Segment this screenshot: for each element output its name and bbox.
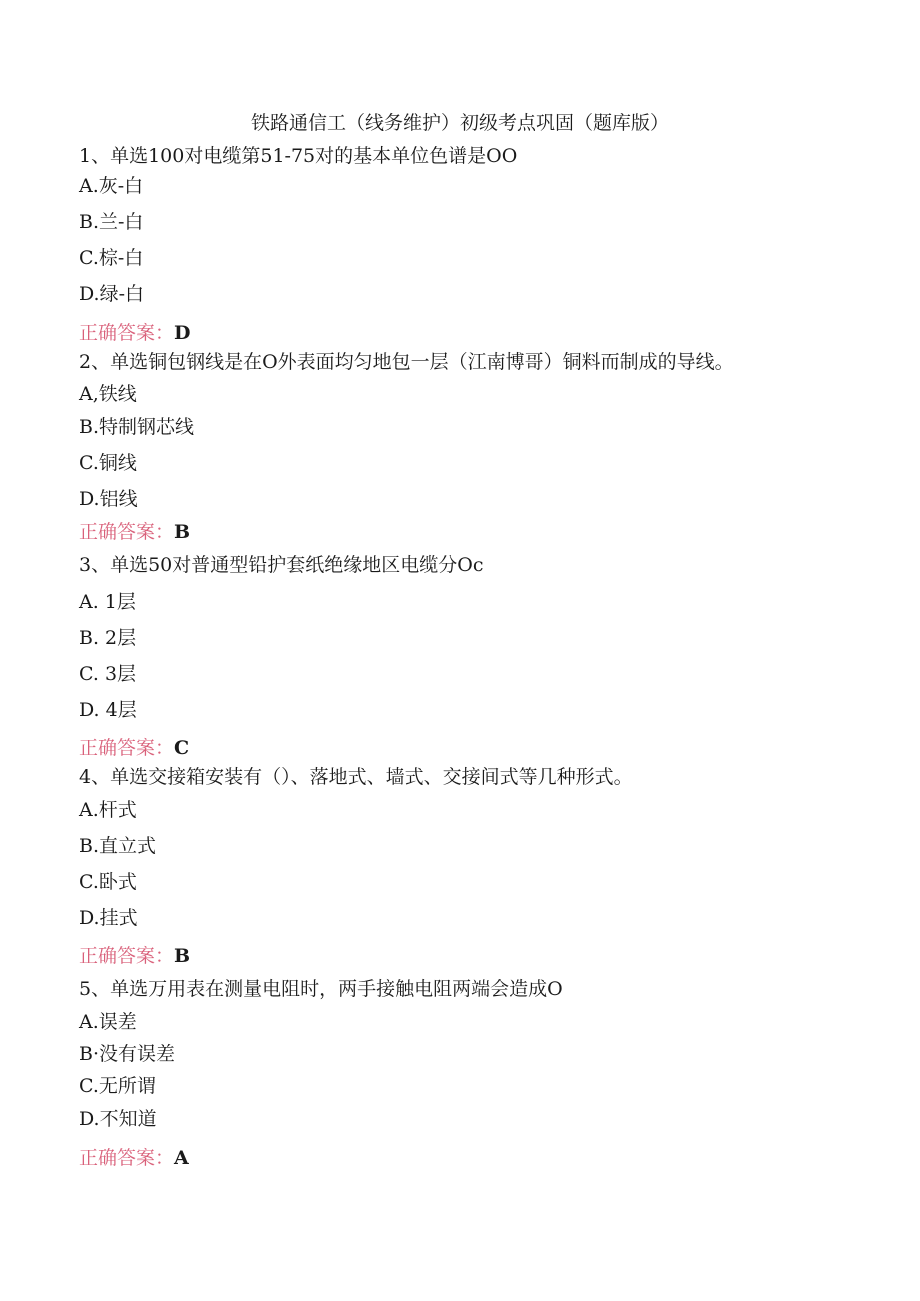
answer-value: D [174,322,191,344]
question-3-option-b: B. 2层 [79,627,137,649]
answer-label: 正确答案： [79,737,175,759]
question-5-option-c: C.无所谓 [79,1075,156,1097]
question-5-stem: 5、单选万用表在测量电阻时，两手接触电阻两端会造成O [79,978,563,1000]
question-5-option-a: A.误差 [79,1011,137,1033]
question-3-answer [79,735,189,761]
question-4-option-b: B.直立式 [79,835,157,857]
question-1-option-d: D.绿-白 [79,283,145,305]
question-2-option-c: C.铜线 [79,452,137,474]
answer-label: 正确答案： [79,945,175,967]
question-3-stem: 3、单选50对普通型铅护套纸绝缘地区电缆分Oc [79,554,484,576]
question-5-answer [79,1145,189,1171]
question-2-option-d: D.铝线 [79,488,138,510]
question-2-answer [79,519,190,545]
answer-value: A [174,1147,189,1169]
question-2-option-a: A,铁线 [79,383,137,405]
question-1-stem: 1、单选100对电缆第51-75对的基本单位色谱是OO [79,145,518,167]
question-4-answer [79,943,190,969]
question-3-option-d: D. 4层 [79,699,137,721]
answer-label: 正确答案： [79,521,175,543]
answer-label: 正确答案： [79,1147,175,1169]
question-3-option-c: C. 3层 [79,663,137,685]
answer-value: C [174,737,190,759]
question-5-option-d: D.不知道 [79,1108,157,1130]
question-1-option-c: C.棕-白 [79,247,144,269]
question-3-option-a: A. 1层 [79,591,136,613]
question-4-option-d: D.挂式 [79,907,138,929]
question-2-option-b: B.特制钢芯线 [79,416,195,438]
answer-value: B [174,521,191,543]
question-4-option-a: A.杆式 [79,799,137,821]
question-1-option-b: B.兰-白 [79,211,144,233]
answer-label: 正确答案： [79,322,175,344]
answer-value: B [174,945,191,967]
question-4-stem: 4、单选交接箱安装有（）、落地式、墙式、交接间式等几种形式。 [79,766,633,788]
question-1-option-a: A.灰-白 [79,175,144,197]
question-4-option-c: C.卧式 [79,871,137,893]
question-1-answer [79,320,191,346]
question-5-option-b: B·没有误差 [79,1043,176,1065]
document-title: 铁路通信工（线务维护）初级考点巩固（题库版） [250,112,669,134]
question-2-stem: 2、单选铜包钢线是在O外表面均匀地包一层（江南博哥）铜料而制成的导线。 [79,351,734,373]
